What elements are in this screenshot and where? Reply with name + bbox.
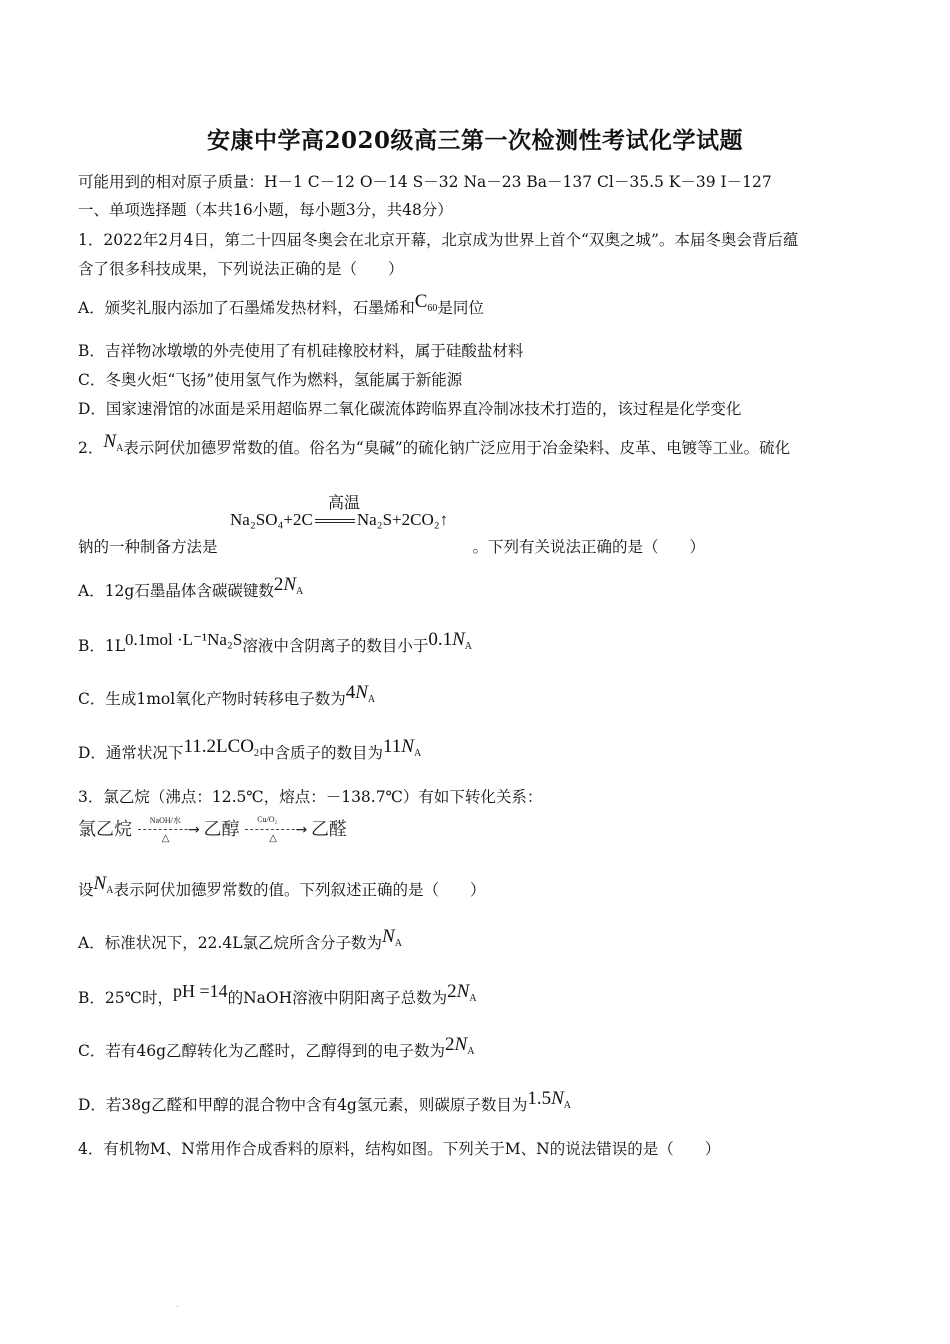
q1-stem-line2: 含了很多科技成果，下列说法正确的是（ ）: [78, 260, 404, 278]
c60-formula: $C_{60}$: [414, 291, 438, 314]
q3-option-c: C．若有46g乙醇转化为乙醛时，乙醇得到的电子数为$2N_A$: [78, 1034, 475, 1060]
q4-stem: 4．有机物M、N常用作合成香料的原料，结构如图。下列关于M、N的说法错误的是（ ）: [78, 1140, 721, 1158]
q1-option-a: A．颁奖礼服内添加了石墨烯发热材料，石墨烯和$C_{60}$是同位: [78, 291, 484, 317]
section-heading: 一、单项选择题（本共16小题，每小题3分，共48分）: [78, 201, 453, 219]
q2-option-d: D．通常状况下$11.2LCO_2$中含质子的数目为$11N_A$: [78, 736, 422, 762]
q1-option-b: B．吉祥物冰墩墩的外壳使用了有机硅橡胶材料，属于硅酸盐材料: [78, 342, 524, 360]
atomic-masses: 可能用到的相对原子质量：H－1 C－12 O－14 S－32 Na－23 Ba－137 Cl－35.5 K－39 I－127: [78, 173, 772, 191]
eq-products: Na₂S+2CO₂↑: [356, 510, 449, 529]
q1-option-d: D．国家速滑馆的冰面是采用超临界二氧化碳流体跨临界直冷制冰技术打造的，该过程是化学变化: [78, 400, 742, 418]
page-title: 安康中学高2020级高三第一次检测性考试化学试题: [206, 127, 743, 154]
q3-conversion-scheme: 氯乙烷 NaOH/水 → △ 乙醇 Cu/O₂ → △ 乙醛: [78, 815, 347, 844]
equal-arrow-icon: [315, 516, 355, 526]
q1-stem-line1: 1．2022年2月4日，第二十四届冬奥会在北京开幕，北京成为世界上首个“双奥之城”。本届冬奥会背后蕴: [78, 231, 799, 249]
q3-stem: 3．氯乙烷（沸点：12.5℃，熔点：－138.7℃）有如下转化关系：: [78, 788, 543, 806]
q2-option-b: B．1L0.1mol ·L⁻¹Na₂S溶液中含阴离子的数目小于$0.1N_A$: [78, 629, 472, 655]
q3-option-b: B．25℃时，pH =14的NaOH溶液中阴阳离子总数为$2N_A$: [78, 981, 477, 1007]
q2-stem-line2: 钠的一种制备方法是 。下列有关说法正确的是（ ）: [78, 538, 706, 556]
q3-option-a: A．标准状况下，22.4L氯乙烷所含分子数为$N_A$: [78, 926, 402, 952]
na-symbol: $N_A$: [103, 431, 124, 454]
q2-option-a: A．12g石墨晶体含碳碳键数$2N_A$: [78, 574, 304, 600]
reaction-condition: 高温: [328, 493, 361, 512]
q2-option-c: C．生成1mol氧化产物时转移电子数为$4N_A$: [78, 682, 376, 708]
q3-na-definition: 设$N_A$表示阿伏加德罗常数的值。下列叙述正确的是（ ）: [78, 873, 486, 899]
page-mark: .: [176, 1300, 179, 1309]
q2-stem-line1: 2．$N_A$表示阿伏加德罗常数的值。俗名为“臭碱”的硫化钠广泛应用于冶金染料、皮革、电镀等工业。硫化: [78, 431, 791, 457]
q1-option-c: C．冬奥火炬“飞扬”使用氢气作为燃料，氢能属于新能源: [78, 371, 463, 389]
q3-option-d: D．若38g乙醛和甲醇的混合物中含有4g氢元素，则碳原子数目为$1.5N_A$: [78, 1088, 572, 1114]
arrow-icon: Cu/O₂ → △: [245, 817, 305, 843]
eq-reactants: Na₂SO₄+2C: [230, 510, 313, 529]
arrow-icon: NaOH/水 → △: [138, 817, 198, 843]
